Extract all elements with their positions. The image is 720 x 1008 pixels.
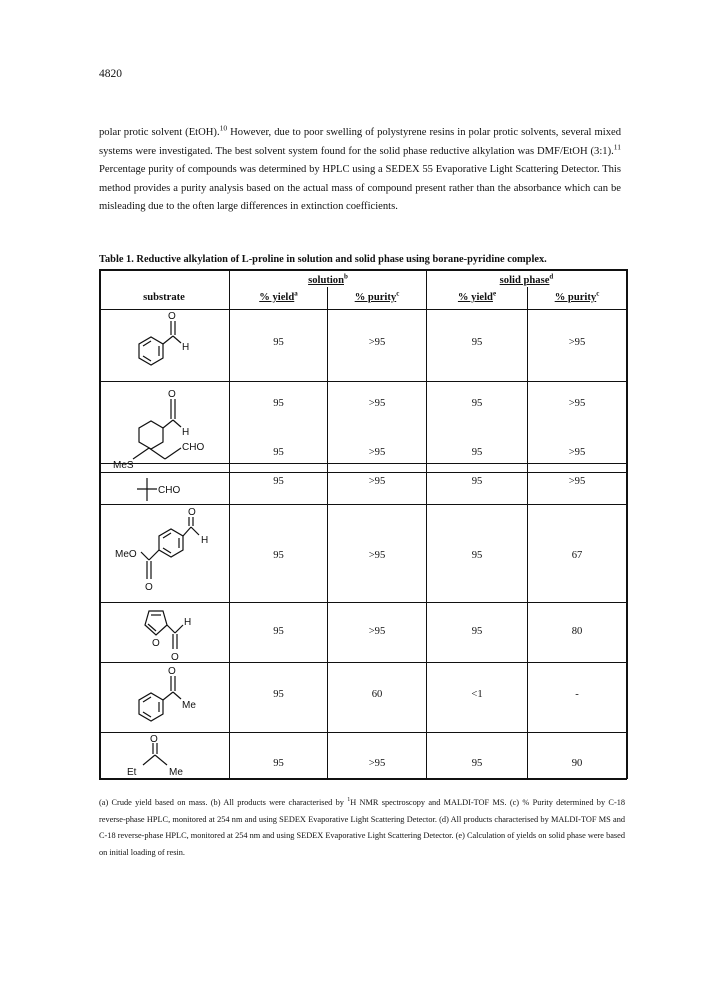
group-label: Me [182, 700, 196, 711]
solution-purity-cell: >95 [368, 626, 386, 637]
solution-yield-cell: 95 [273, 689, 284, 700]
structure-methyl-4-formylbenzoate [103, 505, 227, 601]
footnote-mark: c [396, 289, 400, 298]
solution-yield-cell: 95 [273, 476, 284, 487]
footnote-mark: c [596, 289, 600, 298]
table-left-rule [99, 269, 101, 779]
footnote-b-rest: H NMR spectroscopy and MALDI-TOF MS. [350, 798, 507, 807]
solution-purity-cell: >95 [368, 758, 386, 769]
solid-purity-cell: >95 [568, 398, 586, 409]
column-header-label: % yield [457, 292, 493, 303]
table-top-rule [99, 269, 627, 271]
column-header-solution-yield [230, 289, 327, 303]
solution-yield-cell: 95 [273, 398, 284, 409]
isotope-superscript: 1 [347, 797, 351, 804]
structure-2-butanone [121, 733, 221, 777]
footnote-a: (a) Crude yield based on mass. [99, 798, 208, 807]
page-number: 4820 [99, 68, 122, 80]
structure-furfural [121, 603, 221, 661]
table-right-rule [626, 269, 628, 779]
group-label: MeO [115, 549, 137, 560]
solid-purity-cell: - [575, 689, 579, 700]
atom-label: O [168, 666, 176, 677]
atom-label: H [201, 535, 209, 546]
solid-purity-cell: >95 [568, 337, 586, 348]
structure-benzaldehyde [121, 310, 221, 380]
solid-yield-cell: <1 [471, 689, 483, 700]
solution-yield-cell: 95 [273, 337, 284, 348]
solid-purity-cell: >95 [568, 476, 586, 487]
atom-label: O [150, 734, 158, 745]
group-header-solution-label: solution [308, 275, 344, 286]
solution-purity-cell: >95 [368, 447, 386, 458]
column-header-label: % yield [259, 292, 295, 303]
paragraph-text-2: However, due to poor swelling of polystyrene resins in polar protic solvents, several mixed systems were investigated. The best solvent system found for the solid phase reductive alkylation was DMF/EtOH (3:1). [99, 127, 622, 157]
reference-superscript: 11 [613, 142, 621, 152]
solution-purity-cell: >95 [368, 398, 386, 409]
column-header-label: % purity [354, 292, 397, 303]
solid-yield-cell: 95 [471, 337, 483, 348]
solid-purity-cell: 80 [571, 626, 583, 637]
column-header-solution-purity [328, 289, 426, 303]
group-header-solution [230, 272, 426, 286]
footnote-d: (d) All products characterised by MALDI-TOF MS and C-18 reverse-phase HPLC, monitored at 254 nm and using SEDEX Evaporative Light Scattering Detector. [99, 814, 625, 841]
footnote-b: (b) All products were characterised by [207, 798, 348, 807]
atom-label: O [145, 582, 153, 593]
atom-label: O [188, 507, 196, 518]
solid-purity-cell: 67 [571, 550, 583, 561]
footnote-mark: a [294, 289, 298, 298]
solution-yield-cell: 95 [273, 758, 284, 769]
atom-label: H [182, 427, 190, 438]
structure-pivalaldehyde [119, 474, 219, 504]
solution-purity-cell: >95 [368, 550, 386, 561]
row-rule [99, 472, 627, 473]
column-header-substrate: substrate [143, 292, 185, 303]
paragraph-text-1: polar protic solvent (EtOH). [99, 127, 220, 138]
footnote-mark: b [344, 272, 348, 281]
solid-yield-cell: 95 [471, 550, 483, 561]
atom-label: O [152, 638, 160, 649]
group-label: CHO [158, 485, 181, 496]
solid-purity-cell: 90 [571, 758, 583, 769]
solid-yield-cell: 95 [471, 626, 483, 637]
table-bottom-rule [99, 778, 627, 780]
table-caption: Table 1. Reductive alkylation of L-proline in solution and solid phase using borane-pyridine complex. [99, 254, 547, 265]
group-label: Me [169, 767, 183, 777]
solution-purity-cell: >95 [368, 476, 386, 487]
structure-methylthiopropanal [101, 441, 227, 471]
results-table [99, 269, 629, 781]
footnote-mark: e [492, 289, 497, 298]
footnote-c: (c) % Purity determined by C-18 reverse-phase HPLC, monitored at 254 nm and using SEDEX Evaporative Light Scattering Detector. [99, 798, 626, 824]
solid-yield-cell: 95 [471, 447, 483, 458]
reference-superscript: 10 [219, 123, 228, 133]
column-rule [327, 287, 328, 779]
atom-label: H [182, 342, 190, 353]
solid-yield-cell: 95 [471, 398, 483, 409]
group-header-solid-label: solid phase [499, 275, 550, 286]
body-paragraph [99, 124, 621, 217]
solution-purity-cell: 60 [371, 689, 383, 700]
table-footnotes [99, 795, 625, 861]
group-label: Et [127, 767, 137, 777]
column-header-solid-yield [427, 289, 527, 303]
structure-acetophenone [121, 663, 221, 731]
atom-label: O [168, 311, 176, 322]
group-header-solid [427, 272, 626, 286]
atom-label: O [168, 389, 176, 400]
solution-yield-cell: 95 [273, 626, 284, 637]
solution-yield-cell: 95 [273, 550, 284, 561]
paragraph-text-3: Percentage purity of compounds was determined by HPLC using a SEDEX 55 Evaporative Light Scattering Detector. This method provides a purity analysis based on the actual mass of compound present rather than the absorbance which can be misleading due to the often large differences in extinction coefficients. [99, 164, 621, 213]
atom-label: H [184, 617, 192, 628]
atom-label: O [171, 652, 179, 661]
group-label: MeS [113, 460, 134, 471]
column-header-label: % purity [554, 292, 597, 303]
solid-yield-cell: 95 [471, 476, 483, 487]
solution-purity-cell: >95 [368, 337, 386, 348]
column-header-solid-purity [528, 289, 626, 303]
footnote-e: (e) Calculation of yields on solid phase were based on initial loading of resin. [99, 831, 625, 857]
solution-yield-cell: 95 [273, 447, 284, 458]
solid-yield-cell: 95 [471, 758, 483, 769]
group-label: CHO [182, 442, 205, 453]
footnote-mark: d [549, 272, 554, 281]
column-rule [527, 287, 528, 779]
solid-purity-cell: >95 [568, 447, 586, 458]
